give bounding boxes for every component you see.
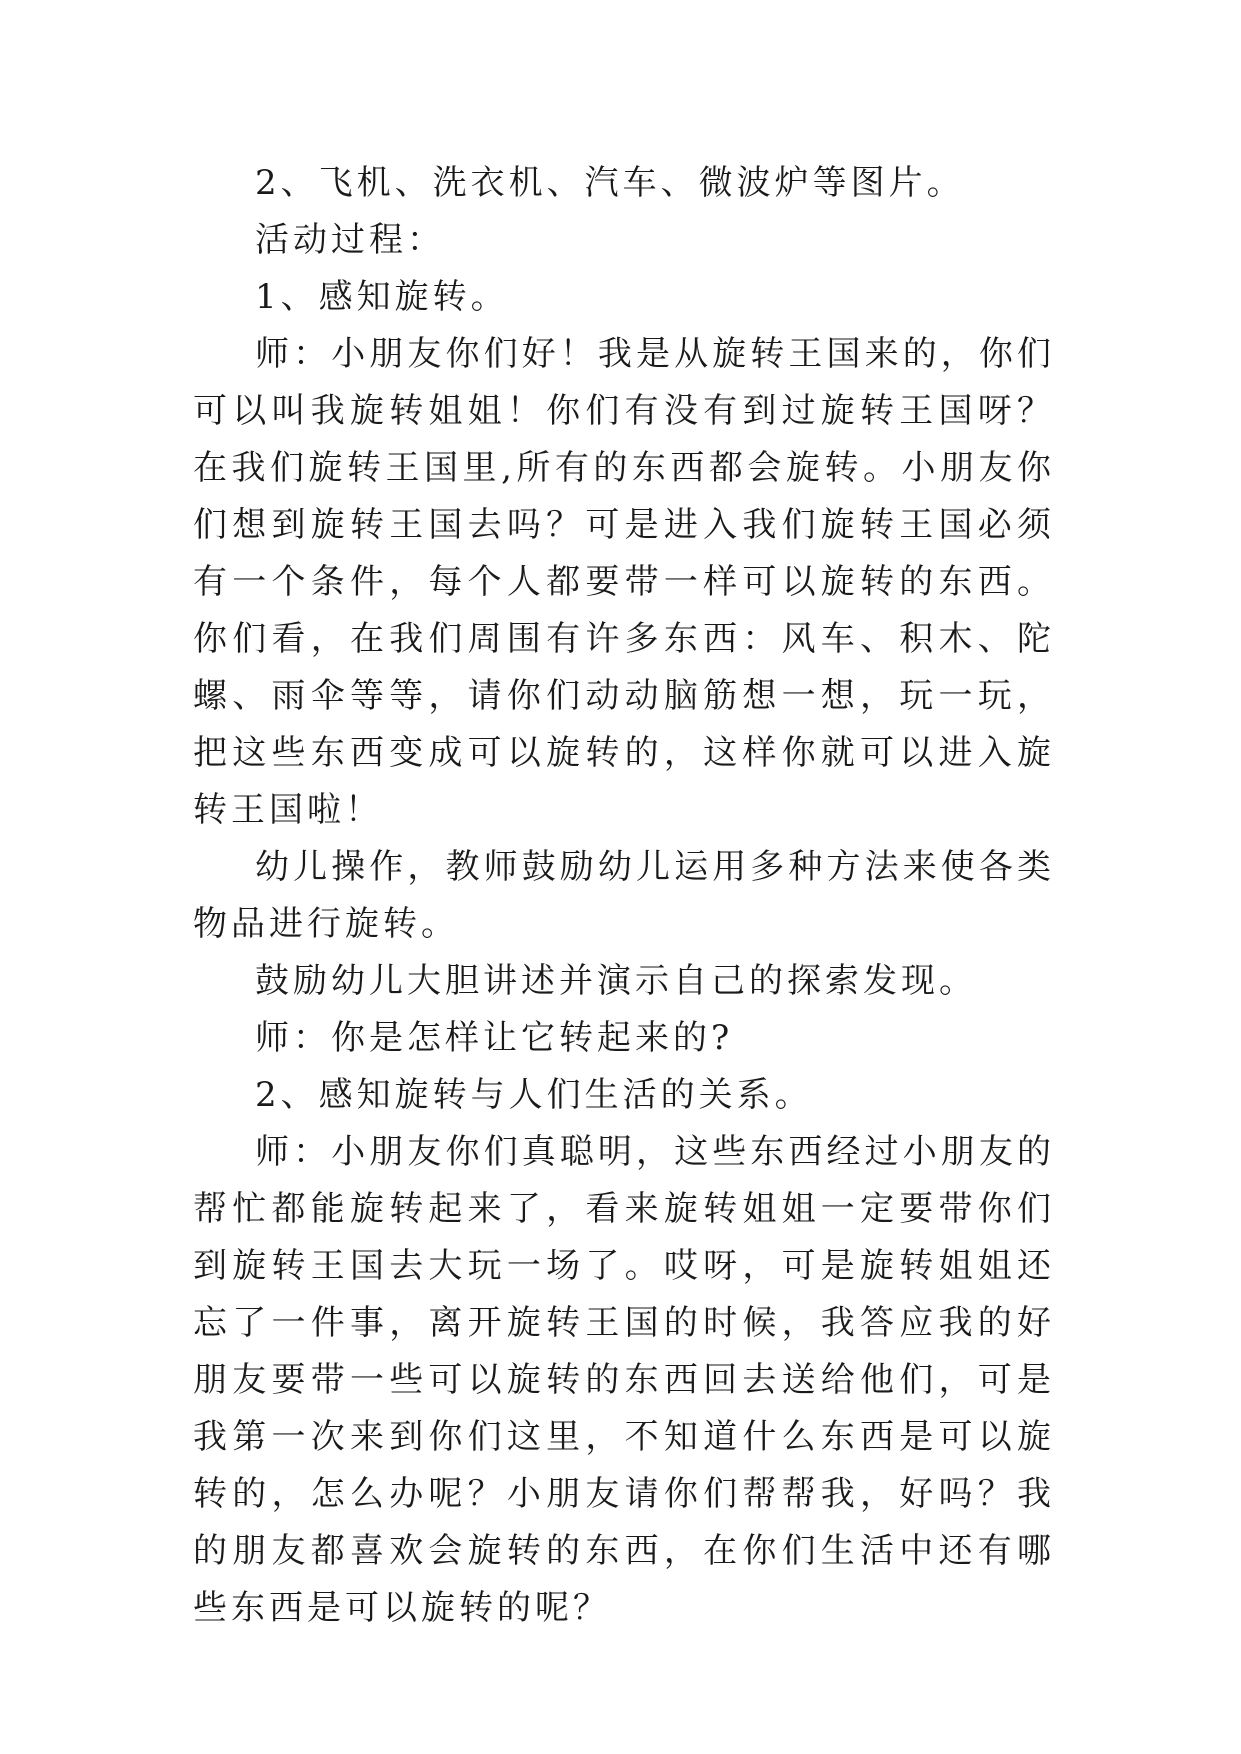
paragraph-teacher-intro: 师：小朋友你们好！我是从旋转王国来的，你们可以叫我旋转姐姐！你们有没有到过旋转王国呀？在我们旋转王国里,所有的东西都会旋转。小朋友你们想到旋转王国去吗？可是进入我们旋转王国必须有一个条件，每个人都要带一样可以旋转的东西。你们看，在我们周围有许多东西：风车、积木、陀螺、雨伞等等，请你们动动脑筋想一想，玩一玩，把这些东西变成可以旋转的，这样你就可以进入旋转王国啦！ (193, 334, 1055, 830)
paragraph-teacher-life-relation: 师：小朋友你们真聪明，这些东西经过小朋友的帮忙都能旋转起来了，看来旋转姐姐一定要带你们到旋转王国去大玩一场了。哎呀，可是旋转姐姐还忘了一件事，离开旋转王国的时候，我答应我的好朋友要带一些可以旋转的东西回去送给他们，可是我第一次来到你们这里，不知道什么东西是可以旋转的，怎么办呢？小朋友请你们帮帮我，好吗？我的朋友都喜欢会旋转的东西，在你们生活中还有哪些东西是可以旋转的呢？ (193, 1132, 1055, 1628)
paragraph-child-operation: 幼儿操作，教师鼓励幼儿运用多种方法来使各类物品进行旋转。 (193, 847, 1055, 944)
paragraph-activity-heading: 活动过程： (255, 220, 445, 260)
paragraph-step-2-heading: 2、感知旋转与人们生活的关系。 (255, 1075, 813, 1115)
paragraph-encourage-describe: 鼓励幼儿大胆讲述并演示自己的探索发现。 (255, 961, 977, 1001)
paragraph-materials: 2、飞机、洗衣机、汽车、微波炉等图片。 (255, 163, 965, 203)
paragraph-step-1-heading: 1、感知旋转。 (255, 277, 509, 317)
document-body (193, 155, 1055, 1637)
paragraph-teacher-question: 师：你是怎样让它转起来的? (255, 1018, 734, 1058)
